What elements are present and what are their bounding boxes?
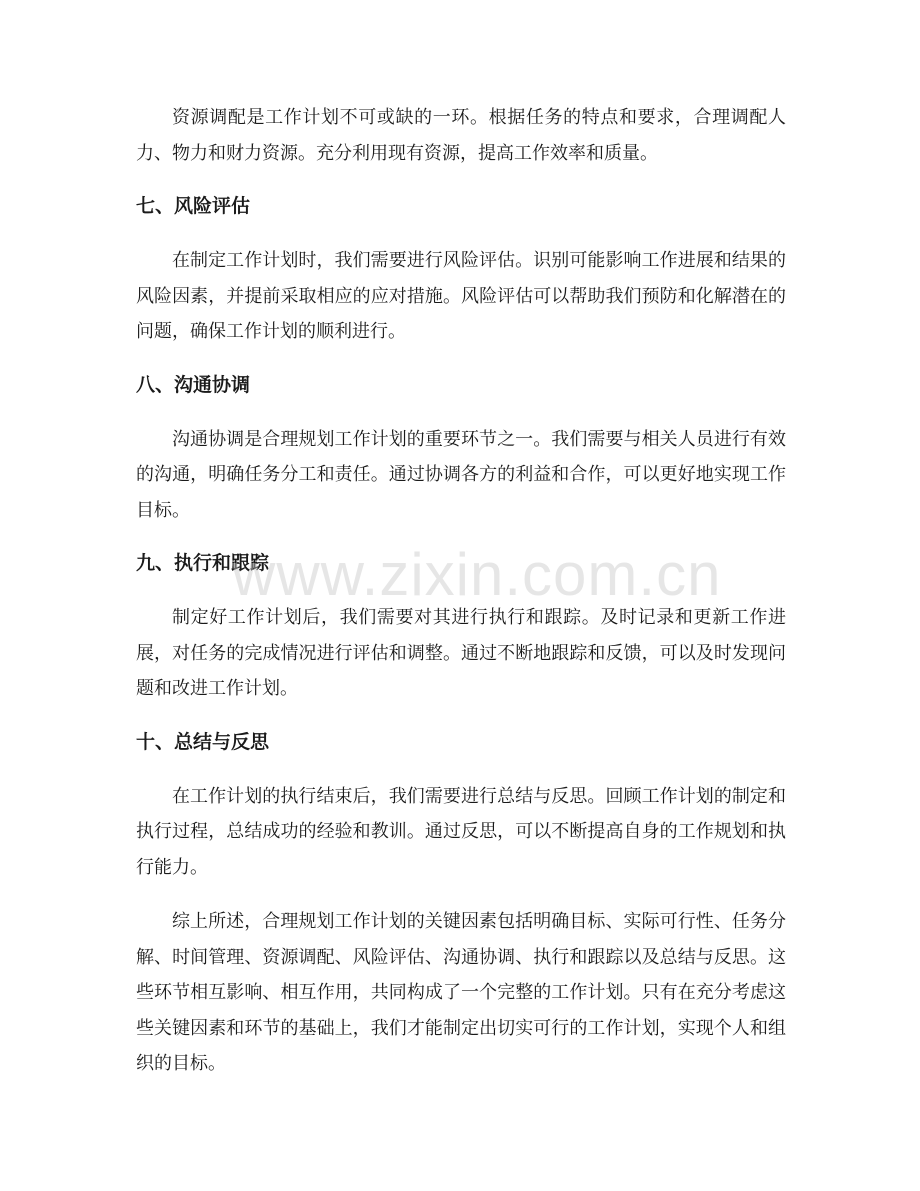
heading-summary-reflection: 十、总结与反思	[136, 730, 270, 753]
paragraph-risk-assessment: 在制定工作计划时，我们需要进行风险评估。识别可能影响工作进展和结果的风险因素，并提前采取相应的应对措施。风险评估可以帮助我们预防和化解潜在的问题，确保工作计划的顺利进行。	[136, 250, 786, 342]
paragraph-summary-reflection: 在工作计划的执行结束后，我们需要进行总结与反思。回顾工作计划的制定和执行过程，总结成功的经验和教训。通过反思，可以不断提高自身的工作规划和执行能力。	[136, 785, 786, 878]
paragraph-conclusion: 综上所述，合理规划工作计划的关键因素包括明确目标、实际可行性、任务分解、时间管理、资源调配、风险评估、沟通协调、执行和跟踪以及总结与反思。这些环节相互影响、相互作用，共同构成了一个完整的工作计划。只有在充分考虑这些关键因素和环节的基础上，我们才能制定出切实可行的工作计划，实现个人和组织的目标。	[136, 911, 786, 1074]
document-body	[136, 100, 786, 1082]
heading-communication: 八、沟通协调	[136, 373, 251, 396]
paragraph-execution-tracking: 制定好工作计划后，我们需要对其进行执行和跟踪。及时记录和更新工作进展，对任务的完成情况进行评估和调整。通过不断地跟踪和反馈，可以及时发现问题和改进工作计划。	[136, 607, 786, 699]
heading-execution-tracking: 九、执行和跟踪	[136, 552, 270, 574]
paragraph-communication: 沟通协调是合理规划工作计划的重要环节之一。我们需要与相关人员进行有效的沟通，明确任务分工和责任。通过协调各方的利益和合作，可以更好地实现工作目标。	[136, 428, 786, 521]
heading-risk-assessment: 七、风险评估	[136, 195, 251, 217]
watermark: www.zixin.com.cn	[232, 541, 722, 608]
paragraph-resource-allocation: 资源调配是工作计划不可或缺的一环。根据任务的特点和要求，合理调配人力、物力和财力资源。充分利用现有资源，提高工作效率和质量。	[136, 107, 786, 164]
